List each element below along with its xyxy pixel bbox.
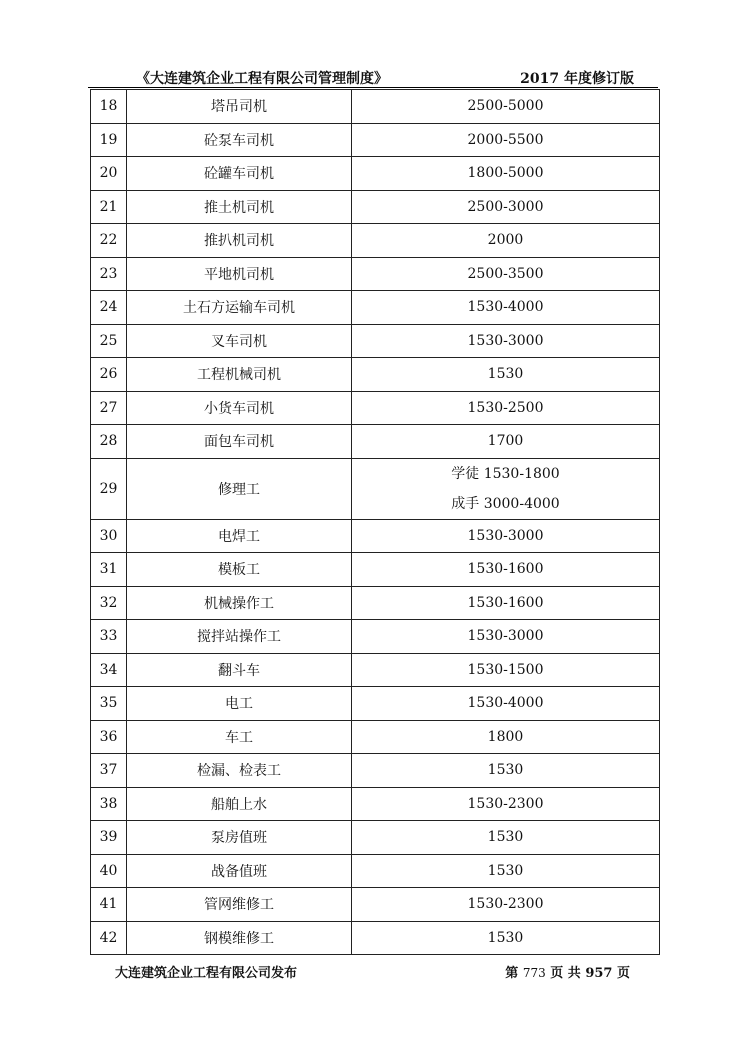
wage-range-text: 学徒 1530-1800 [451,465,560,482]
position-name-cell: 面包车司机 [127,425,352,459]
wage-range-text: 1800-5000 [467,165,544,182]
position-name-cell: 钢模维修工 [127,921,352,955]
table-row [91,821,660,855]
wage-range-cell [352,586,660,620]
wage-range-text: 1530 [487,762,524,779]
position-name-cell: 管网维修工 [127,888,352,922]
wage-range-text: 2000-5500 [467,131,544,148]
row-number-cell: 42 [91,921,127,955]
table-row [91,391,660,425]
wage-range-cell [352,257,660,291]
table-row [91,921,660,955]
position-name-cell: 车工 [127,720,352,754]
wage-range-cell [352,324,660,358]
wage-range-cell [352,519,660,553]
row-number-cell: 27 [91,391,127,425]
page-footer [88,962,658,982]
row-number-cell: 25 [91,324,127,358]
wage-range-text: 2500-3500 [467,265,544,282]
total-pages: 957 [585,966,613,981]
wage-range-cell [352,553,660,587]
wage-range-text: 2500-3000 [467,198,544,215]
position-name-cell: 叉车司机 [127,324,352,358]
row-number-cell: 39 [91,821,127,855]
position-name-cell: 砼罐车司机 [127,157,352,191]
wage-range-text: 1530-2300 [467,896,544,913]
wage-range-text: 1530 [487,862,524,879]
position-name-cell: 机械操作工 [127,586,352,620]
position-name-cell: 战备值班 [127,854,352,888]
wage-range-text: 2000 [487,232,524,249]
wage-range-text: 2500-5000 [467,98,544,115]
position-name-cell: 砼泵车司机 [127,123,352,157]
table-row [91,90,660,124]
position-name-cell: 推土机司机 [127,190,352,224]
wage-range-cell [352,123,660,157]
table-row [91,620,660,654]
position-name-cell: 检漏、检表工 [127,754,352,788]
table-row [91,190,660,224]
table-row [91,123,660,157]
publisher-label: 大连建筑企业工程有限公司发布 [115,966,298,981]
wage-range-cell [352,787,660,821]
position-name-cell: 小货车司机 [127,391,352,425]
wage-range-text: 1530 [487,366,524,383]
wage-range-cell [352,425,660,459]
wage-range-cell [352,358,660,392]
row-number-cell: 36 [91,720,127,754]
wage-range-cell [352,90,660,124]
row-number-cell: 26 [91,358,127,392]
header-rule [88,87,658,88]
wage-range-cell [352,620,660,654]
position-name-cell: 平地机司机 [127,257,352,291]
position-name-cell: 塔吊司机 [127,90,352,124]
wage-range-text: 1530-3000 [467,527,544,544]
table-row [91,888,660,922]
position-name-cell: 搅拌站操作工 [127,620,352,654]
wage-range-text: 1530-1600 [467,561,544,578]
table-row [91,157,660,191]
wage-table-body [91,90,660,955]
row-number-cell: 28 [91,425,127,459]
wage-range-cell [352,821,660,855]
wage-range-text: 1530 [487,929,524,946]
wage-range-text: 1530-3000 [467,628,544,645]
row-number-cell: 20 [91,157,127,191]
wage-range-cell [352,854,660,888]
table-row [91,787,660,821]
position-name-cell: 模板工 [127,553,352,587]
table-row [91,687,660,721]
row-number-cell: 34 [91,653,127,687]
position-name-cell: 修理工 [127,458,352,519]
row-number-cell: 40 [91,854,127,888]
row-number-cell: 35 [91,687,127,721]
row-number-cell: 37 [91,754,127,788]
wage-range-text: 1530-2500 [467,399,544,416]
page-number: 773 [522,966,546,980]
wage-range-cell [352,190,660,224]
row-number-cell: 31 [91,553,127,587]
page-suffix: 页 [616,966,630,981]
position-name-cell: 船舶上水 [127,787,352,821]
wage-range-text: 1530 [487,829,524,846]
position-name-cell: 工程机械司机 [127,358,352,392]
table-row [91,754,660,788]
table-row [91,358,660,392]
table-row [91,586,660,620]
row-number-cell: 41 [91,888,127,922]
table-row [91,720,660,754]
row-number-cell: 30 [91,519,127,553]
position-name-cell: 翻斗车 [127,653,352,687]
wage-range-cell [352,391,660,425]
position-name-cell: 土石方运输车司机 [127,291,352,325]
row-number-cell: 33 [91,620,127,654]
position-name-cell: 泵房值班 [127,821,352,855]
wage-range-text: 1530-1500 [467,661,544,678]
page-indicator [505,962,630,981]
wage-range-cell [352,754,660,788]
row-number-cell: 23 [91,257,127,291]
wage-range-text: 1530-2300 [467,795,544,812]
wage-range-text: 1700 [487,433,524,450]
position-name-cell: 电焊工 [127,519,352,553]
table-row [91,653,660,687]
wage-range-cell [352,720,660,754]
wage-range-cell [352,458,660,519]
table-row [91,291,660,325]
row-number-cell: 38 [91,787,127,821]
wage-range-cell [352,157,660,191]
wage-range-cell [352,921,660,955]
row-number-cell: 32 [91,586,127,620]
row-number-cell: 18 [91,90,127,124]
table-row [91,553,660,587]
row-number-cell: 24 [91,291,127,325]
table-row [91,519,660,553]
page-header [88,66,658,88]
wage-range-text: 1530-4000 [467,695,544,712]
wage-range-text: 1530-1600 [467,594,544,611]
wage-range-cell [352,888,660,922]
wage-range-text: 1530-3000 [467,332,544,349]
wage-range-text: 1530-4000 [467,299,544,316]
row-number-cell: 29 [91,458,127,519]
table-row [91,854,660,888]
row-number-cell: 22 [91,224,127,258]
wage-range-cell [352,224,660,258]
row-number-cell: 21 [91,190,127,224]
page-prefix: 第 [505,966,519,981]
table-row [91,425,660,459]
table-row [91,324,660,358]
position-name-cell: 电工 [127,687,352,721]
position-name-cell: 推扒机司机 [127,224,352,258]
row-number-cell: 19 [91,123,127,157]
table-row [91,458,660,519]
page-middle: 页 共 [550,966,581,981]
wage-range-cell [352,687,660,721]
document-title: 《大连建筑企业工程有限公司管理制度》 [136,71,388,87]
wage-table [90,89,660,955]
edition-label: 2017 年度修订版 [520,71,634,87]
table-row [91,257,660,291]
wage-range-cell [352,653,660,687]
wage-range-cell [352,291,660,325]
wage-range-text: 成手 3000-4000 [451,495,560,512]
wage-range-text: 1800 [487,728,524,745]
table-row [91,224,660,258]
